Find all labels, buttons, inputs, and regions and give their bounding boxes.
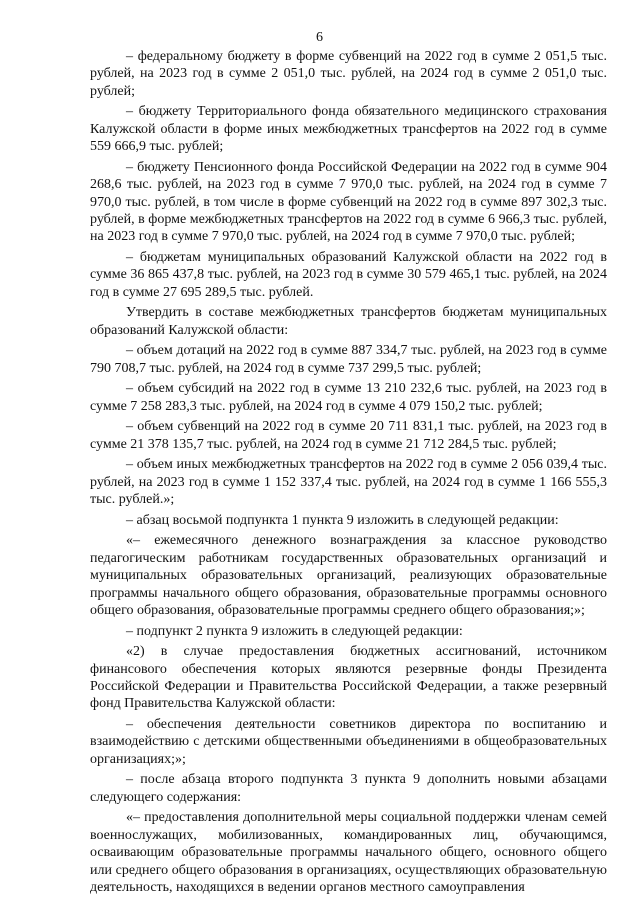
paragraph-amend-item-9-2: – подпункт 2 пункта 9 изложить в следующей редакции: bbox=[126, 623, 463, 639]
paragraph-reserve-funds: «2) в случае предоставления бюджетных ассигнований, источником финансового обеспечения которых являются резервные фонды Президента Российской Федерации и Правительства Российской Федерации, а также резервный фонд Правительства Калужской области: bbox=[90, 644, 607, 712]
paragraph-pension-fund: – бюджету Пенсионного фонда Российской Федерации на 2022 год в сумме 904 268,6 тыс. рублей, на 2023 год в сумме 7 970,0 тыс. рублей, на 2024 год в сумме 7 970,0 тыс. рублей, в том числе в форме субвенций на 2022 год в сумме 897 302,3 тыс. рублей, в форме межбюджетных трансфертов на 2022 год в сумме 6 966,3 тыс. рублей, на 2023 год в сумме 7 970,0 тыс. рублей, на 2024 год в сумме 7 970,0 тыс. рублей; bbox=[90, 159, 607, 245]
paragraph-amend-item-9-1: – абзац восьмой подпункта 1 пункта 9 изложить в следующей редакции: bbox=[126, 512, 559, 528]
page-number: 6 bbox=[316, 30, 323, 45]
paragraph-subventions: – объем субвенций на 2022 год в сумме 20 711 831,1 тыс. рублей, на 2023 год в сумме 21 378 135,7 тыс. рублей, на 2024 год в сумме 21 712 284,5 тыс. рублей; bbox=[90, 419, 607, 452]
paragraph-director-advisors: – обеспечения деятельности советников директора по воспитанию и взаимодействию с детскими общественными объединениями в общеобразовательных организациях;»; bbox=[90, 717, 607, 767]
paragraph-class-teacher-reward: «– ежемесячного денежного вознаграждения за классное руководство педагогическим работникам государственных образовательных организаций и муниципальных образовательных организаций, реализующих образовательные программы начального общего образования, образовательные программы основного общего образования, образовательные программы среднего общего образования;»; bbox=[90, 533, 607, 619]
paragraph-amend-item-9-3: – после абзаца второго подпункта 3 пункта 9 дополнить новыми абзацами следующего содержания: bbox=[90, 772, 607, 805]
paragraph-municipal-budgets: – бюджетам муниципальных образований Калужской области на 2022 год в сумме 36 865 437,8 тыс. рублей, на 2023 год в сумме 30 579 465,1 тыс. рублей, на 2024 год в сумме 27 695 289,5 тыс. рублей. bbox=[90, 250, 607, 300]
paragraph-social-support: «– предоставления дополнительной меры социальной поддержки членам семей военнослужащих, мобилизованных, командированных лиц, обучающимся, осваивающим образовательные программы начального общего, основного общего или среднего общего образования в организациях, осуществляющих образовательную деятельность, находящихся в ведении органов местного самоуправления bbox=[90, 810, 607, 896]
paragraph-medical-insurance-fund: – бюджету Территориального фонда обязательного медицинского страхования Калужской области в форме иных межбюджетных трансфертов на 2022 год в сумме 559 666,9 тыс. рублей; bbox=[90, 104, 607, 155]
paragraph-other-transfers: – объем иных межбюджетных трансфертов на 2022 год в сумме 2 056 039,4 тыс. рублей, на 2023 год в сумме 1 152 337,4 тыс. рублей, на 2024 год в сумме 1 166 555,3 тыс. рублей.»; bbox=[90, 457, 607, 508]
paragraph-subsidies: – объем субсидий на 2022 год в сумме 13 210 232,6 тыс. рублей, на 2023 год в сумме 7 258 283,3 тыс. рублей, на 2024 год в сумме 4 079 150,2 тыс. рублей; bbox=[90, 381, 607, 414]
document-body bbox=[90, 48, 607, 900]
paragraph-subsidies-dotations: – объем дотаций на 2022 год в сумме 887 334,7 тыс. рублей, на 2023 год в сумме 790 708,7 тыс. рублей, на 2024 год в сумме 737 299,5 тыс. рублей; bbox=[90, 343, 607, 376]
paragraph-federal-budget: – федеральному бюджету в форме субвенций на 2022 год в сумме 2 051,5 тыс. рублей, на 2023 год в сумме 2 051,0 тыс. рублей, на 2024 год в сумме 2 051,0 тыс. рублей; bbox=[90, 49, 607, 99]
paragraph-approve-transfers: Утвердить в составе межбюджетных трансфертов бюджетам муниципальных образований Калужской области: bbox=[90, 305, 607, 338]
